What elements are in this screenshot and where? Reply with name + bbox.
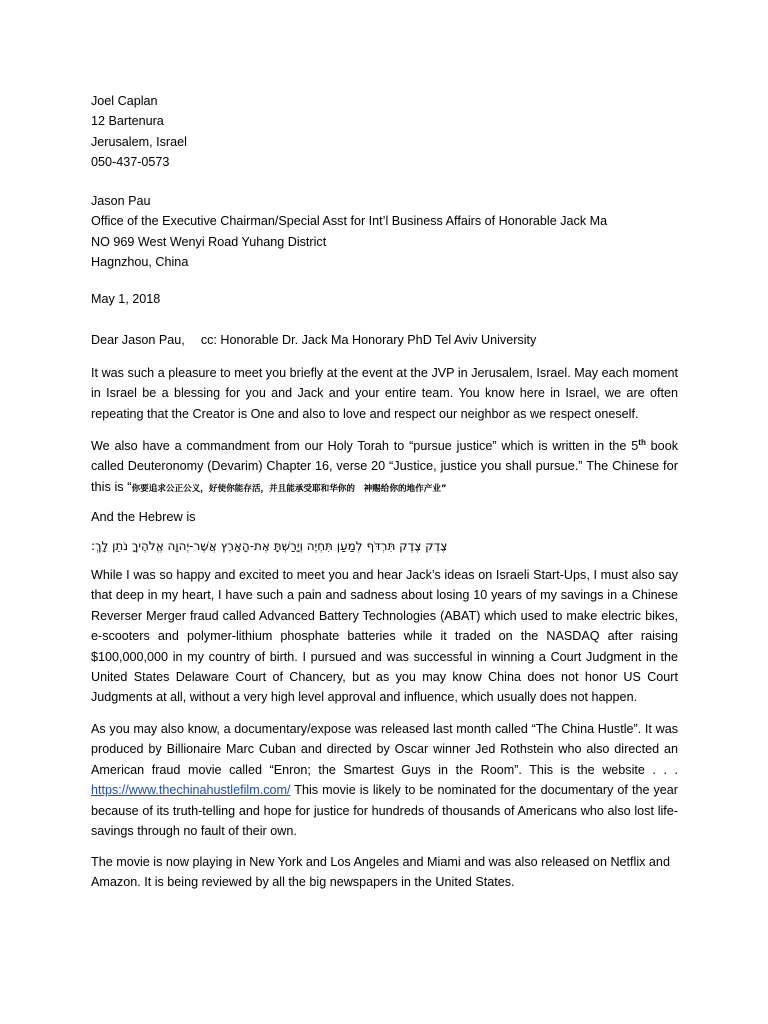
commandment-text-b: book called Deuteronomy (Devarim) Chapter 16, verse 20 <box>91 439 678 474</box>
ordinal-suffix: th <box>638 438 646 447</box>
website-link[interactable]: https://www.thechinahustlefilm.com/ <box>91 783 291 798</box>
paragraph-documentary <box>91 719 678 841</box>
commandment-text-a: We also have a commandment from our Holy Torah to “pursue justice” which is written in the 5 <box>91 439 639 453</box>
hebrew-intro: And the Hebrew is <box>91 509 196 524</box>
recipient-address <box>91 191 607 273</box>
letter-date: May 1, 2018 <box>91 292 161 306</box>
recipient-name: Jason Pau <box>91 194 151 208</box>
paragraph-greeting: It was such a pleasure to meet you briefly at the event at the JVP in Jerusalem, Israel. May each moment in Israel be a blessing for you and Jack and your entire team. You know here in Israel, we are often repeating that the Creator is One and also to love and respect our neighbor as we respect oneself. <box>91 366 678 421</box>
salutation-line <box>91 333 536 347</box>
cc-line: cc: Honorable Dr. Jack Ma Honorary PhD Tel Aviv University <box>200 333 537 347</box>
recipient-office: Office of the Executive Chairman/Special Asst for Int’l Business Affairs of Honorable Jack Ma <box>91 214 608 229</box>
sender-city: Jerusalem, Israel <box>91 134 187 149</box>
hebrew-verse-text: צֶדֶק צֶדֶק תִּרְדֹּף לְמַעַן תִּחְיֶה וְיָרַשְׁתָּ אֶת-הָאָרֶץ אֲשֶׁר-יְהוָה אֱלֹהֶיךָ נֹתֵן לָךְ: <box>91 539 448 553</box>
sender-address <box>91 91 187 173</box>
salutation: Dear Jason Pau, <box>91 333 185 347</box>
recipient-street: NO 969 West Wenyi Road Yuhang District <box>91 234 327 249</box>
documentary-text-a: As you may also know, a documentary/expose was released last month called “The China Hustle”. It was produced by Billionaire Marc Cuban and directed by Oscar winner Jed Rothstein who also directed an American fraud movie called “Enron; the Smartest Guys in the Room”. This is the website . . . <box>91 722 678 777</box>
recipient-city: Hagnzhou, China <box>91 255 189 270</box>
chinese-translation: 你要追求公正公义，好使你能存活，并且能承受耶和华你的 神赐给你的地作产业” <box>131 483 447 494</box>
paragraph-commandment <box>91 436 678 499</box>
sender-street: 12 Bartenura <box>91 114 164 129</box>
sender-name: Joel Caplan <box>91 94 158 108</box>
sender-phone: 050-437-0573 <box>91 155 170 170</box>
paragraph-fraud: While I was so happy and excited to meet you and hear Jack’s ideas on Israeli Start-Ups, I must also say that deep in my heart, I have such a pain and sadness about losing 10 years of my savings in a Chinese Reverser Merger fraud called Advanced Battery Technologies (ABAT) which used to make electric bikes, e-scooters and polymer-lithium phosphate batteries while it traded on the NASDAQ after raising $100,000,000 in my country of birth. I pursued and was successful in winning a Court Judgment in the United States Delaware Court of Chancery, but as you may know China does not honor US Court Judgments at all, without a very high level approval and influence, which usually does not happen. <box>91 568 678 705</box>
documentary-text-b: This movie is likely to be nominated for the documentary of the year because of its truth-telling and hope for justice for hundreds of thousands of Americans who also lost life-savings through no fault of their own. <box>91 783 678 839</box>
commandment-quote: “Justice, justice you shall pursue.” The Chinese for this is “ <box>91 458 678 494</box>
hebrew-verse <box>91 539 447 553</box>
paragraph-movie-release: The movie is now playing in New York and Los Angeles and Miami and was also released on Netflix and Amazon. It is being reviewed by all the big newspapers in the United States. <box>91 855 670 890</box>
